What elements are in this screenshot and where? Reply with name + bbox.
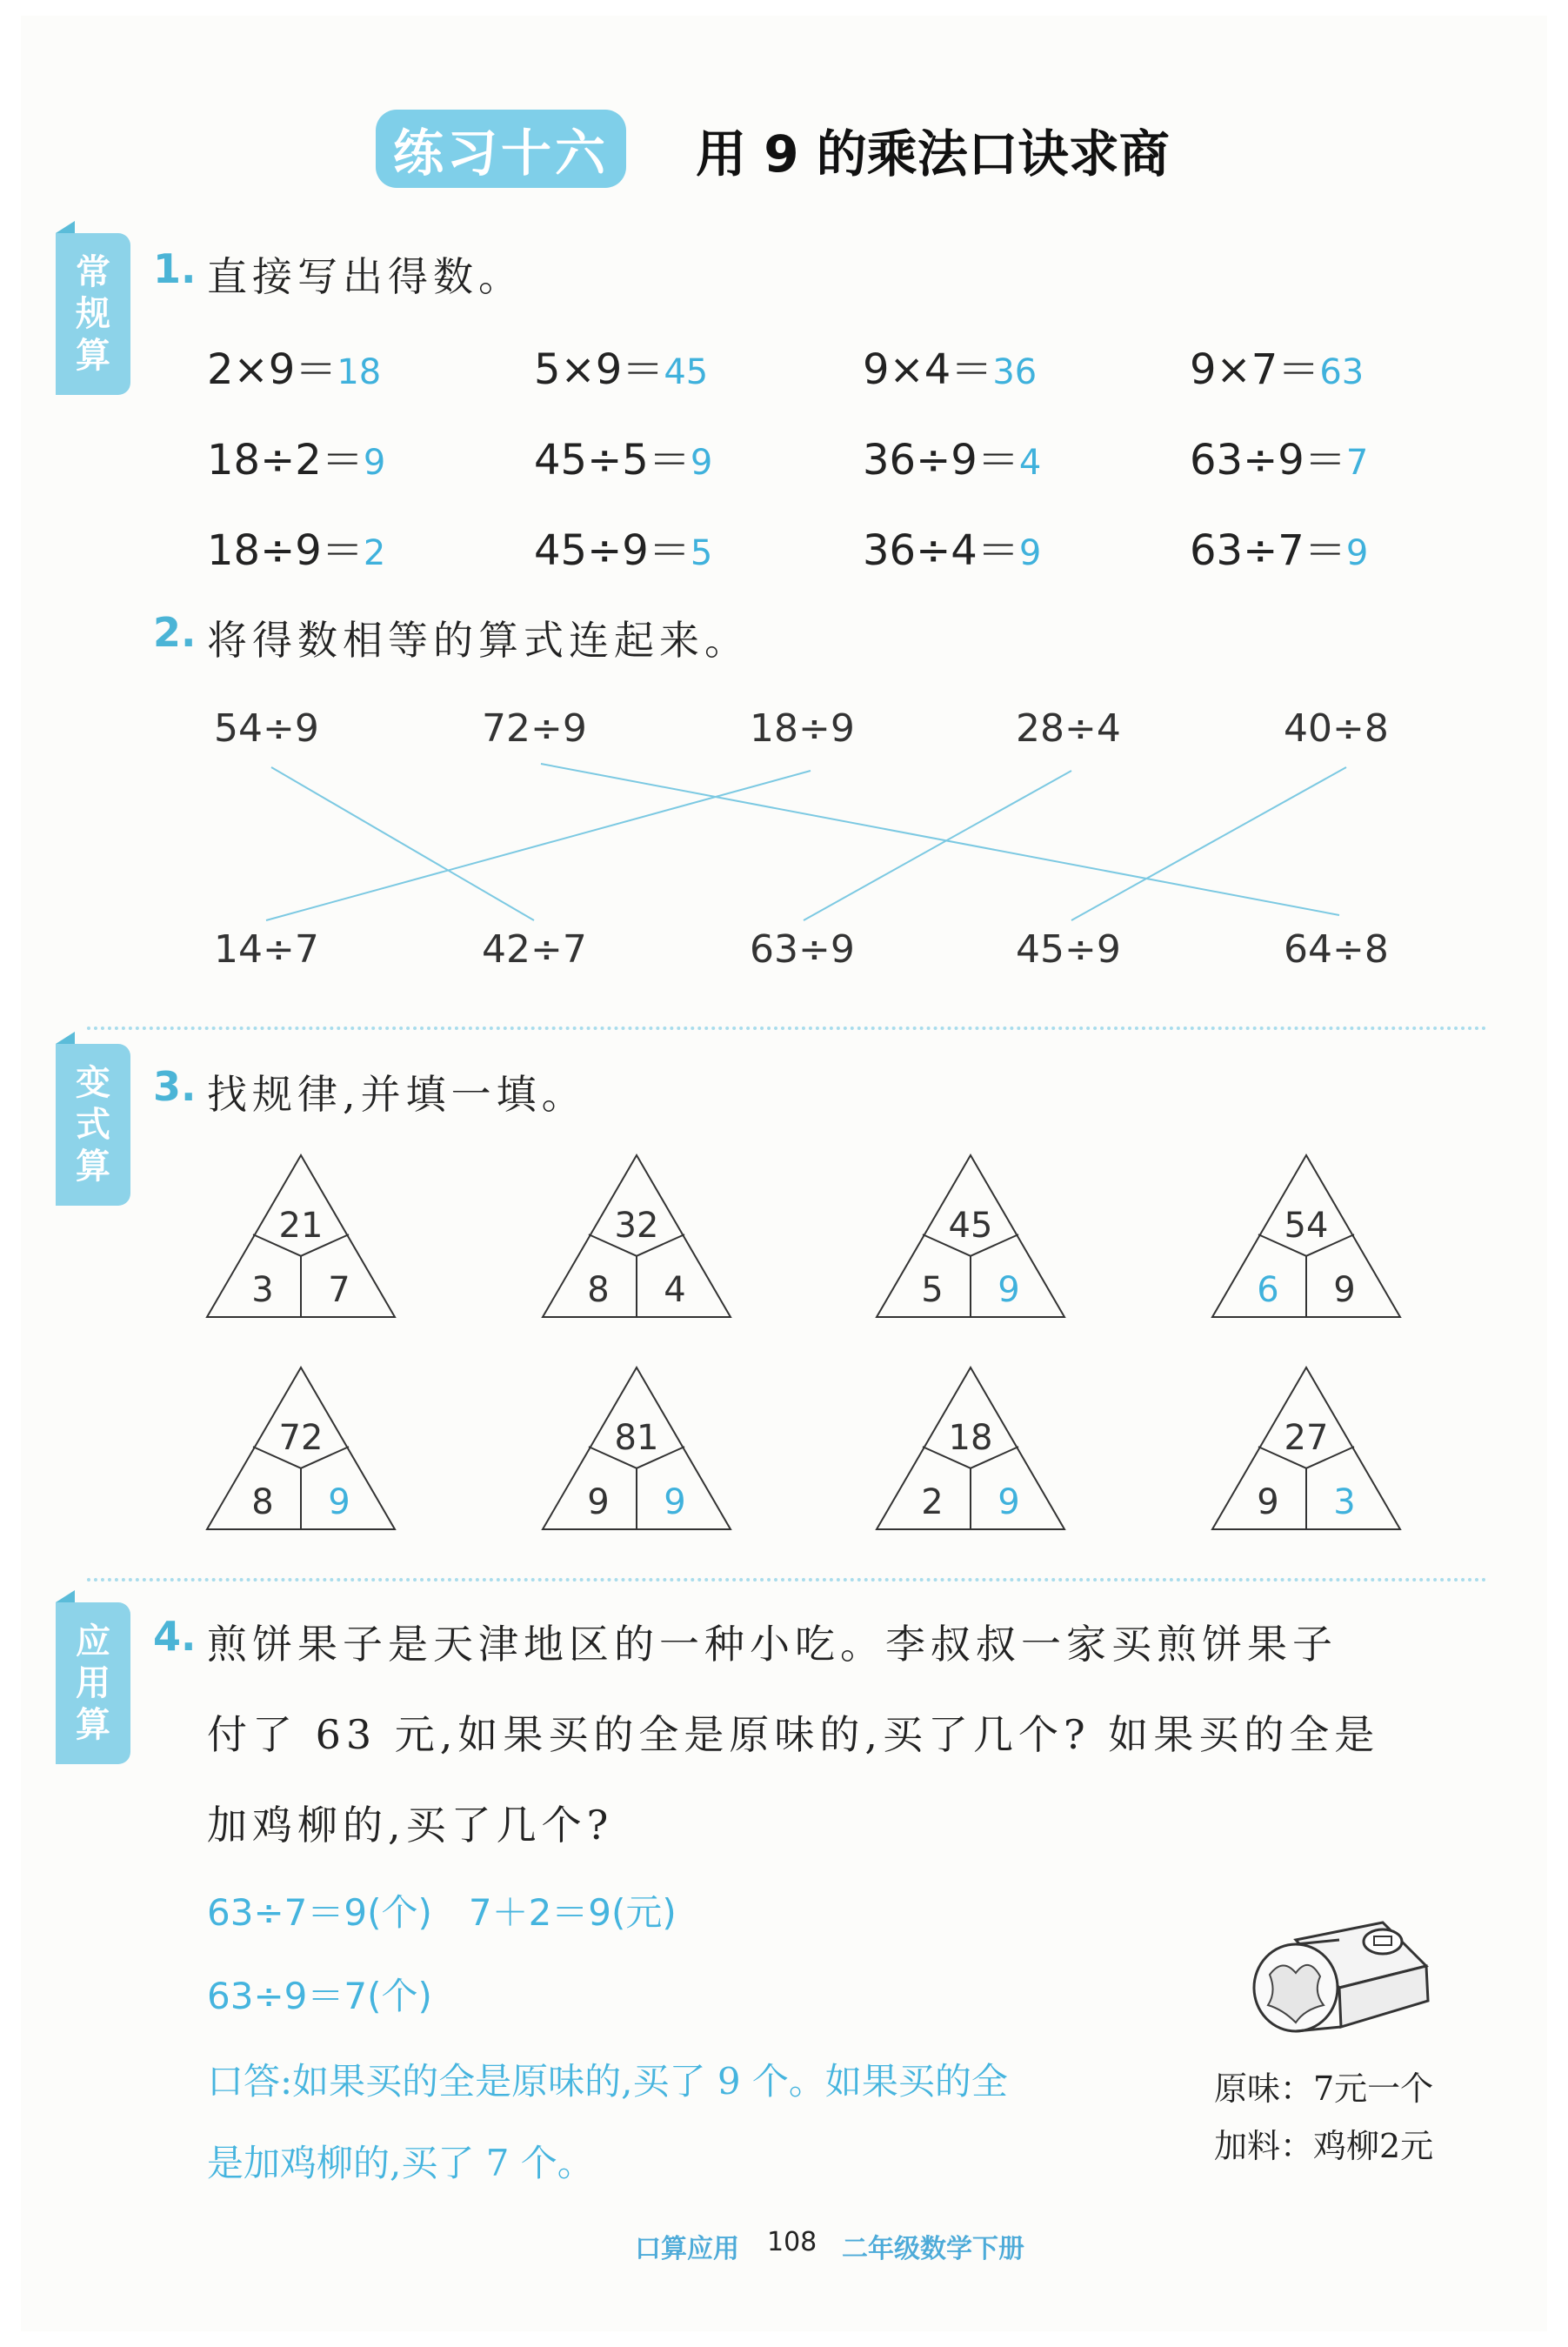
q2-number: 2.: [153, 609, 197, 656]
equation-answer: 9: [690, 443, 713, 483]
triangle-top-number: 54: [1284, 1206, 1329, 1246]
footer-book-series: 口算应用: [635, 2234, 739, 2264]
tab-char: 规: [76, 294, 110, 334]
q1-instruction: 直接写出得数。: [207, 253, 524, 300]
equation-expression: 45÷5＝: [534, 436, 691, 485]
match-line: [541, 764, 1339, 915]
q2-top-expression: 28÷4: [1016, 706, 1121, 751]
number-triangle: [875, 1153, 1066, 1319]
section-divider: [87, 1578, 1487, 1581]
q4-text-line: 加鸡柳的,买了几个?: [207, 1802, 614, 1849]
q4-text-line: 煎饼果子是天津地区的一种小吃。李叔叔一家买煎饼果子: [207, 1621, 1338, 1668]
equation-answer: 9: [363, 443, 386, 483]
equation-expression: 9×7＝: [1190, 345, 1320, 394]
match-line: [271, 767, 534, 920]
triangle-left-number: 8: [587, 1270, 610, 1310]
number-triangle: [875, 1366, 1066, 1531]
tab-char: 应: [76, 1622, 110, 1662]
equation-expression: 63÷7＝: [1190, 526, 1346, 575]
q3-instruction: 找规律,并填一填。: [207, 1071, 587, 1118]
equation-expression: 2×9＝: [207, 345, 337, 394]
price-addon: 加料：鸡柳2元: [1214, 2127, 1434, 2165]
triangle-left-number: 2: [921, 1482, 944, 1522]
q4-answer-line: 口答:如果买的全是原味的,买了 9 个。如果买的全: [207, 2060, 1008, 2103]
number-triangle: [541, 1153, 732, 1319]
number-triangle: [541, 1366, 732, 1531]
triangle-left-number: 6: [1257, 1270, 1279, 1310]
tab-char: 算: [76, 1147, 110, 1187]
q3-number: 3.: [153, 1063, 197, 1110]
triangle-top-number: 21: [278, 1206, 324, 1246]
match-line: [804, 771, 1071, 920]
q4-solution-line: 63÷9＝7(个): [207, 1975, 432, 2017]
tab-char: 用: [76, 1663, 110, 1703]
q2-bottom-expression: 42÷7: [482, 927, 587, 972]
triangle-right-number: 9: [998, 1270, 1020, 1310]
equation-expression: 18÷9＝: [207, 526, 364, 575]
equation-answer: 63: [1319, 352, 1364, 392]
triangle-right-number: 7: [328, 1270, 350, 1310]
equation-answer: 45: [664, 352, 709, 392]
triangle-left-number: 3: [251, 1270, 274, 1310]
number-triangle: [1211, 1153, 1402, 1319]
q2-top-expression: 40÷8: [1284, 706, 1389, 751]
q2-top-expression: 54÷9: [214, 706, 319, 751]
q2-instruction: 将得数相等的算式连起来。: [207, 617, 750, 664]
triangle-top-number: 27: [1284, 1418, 1329, 1458]
section-divider: [87, 1026, 1487, 1030]
equation-expression: 5×9＝: [534, 345, 664, 394]
triangle-left-number: 9: [1257, 1482, 1279, 1522]
number-triangle: [205, 1153, 397, 1319]
tab-char: 算: [76, 336, 110, 376]
triangle-right-number: 3: [1333, 1482, 1356, 1522]
tab-char: 算: [76, 1705, 110, 1745]
jianbing-illustration: [1244, 1905, 1444, 2044]
equation-answer: 36: [992, 352, 1038, 392]
triangle-top-number: 18: [948, 1418, 993, 1458]
triangle-left-number: 9: [587, 1482, 610, 1522]
equation-expression: 18÷2＝: [207, 436, 364, 485]
q2-bottom-expression: 64÷8: [1284, 927, 1389, 972]
triangle-right-number: 9: [328, 1482, 350, 1522]
triangle-left-number: 5: [921, 1270, 944, 1310]
exercise-badge: 练习十六: [376, 110, 626, 188]
tab-char: 常: [76, 252, 110, 292]
q4-text-line: 付了 63 元,如果买的全是原味的,买了几个? 如果买的全是: [207, 1711, 1380, 1758]
equation-expression: 9×4＝: [863, 345, 993, 394]
q4-solution-line: 63÷7＝9(个) 7＋2＝9(元): [207, 1891, 677, 1934]
triangle-left-number: 8: [251, 1482, 274, 1522]
tab-char: 式: [76, 1105, 110, 1145]
equation-answer: 4: [1018, 443, 1042, 483]
q2-bottom-expression: 63÷9: [750, 927, 855, 972]
equation-answer: 2: [363, 533, 386, 573]
equation-answer: 5: [690, 533, 713, 573]
equation-answer: 18: [337, 352, 382, 392]
q2-bottom-expression: 45÷9: [1016, 927, 1121, 972]
q1-number: 1.: [153, 245, 197, 292]
page-number: 108: [767, 2227, 817, 2257]
triangle-right-number: 9: [1333, 1270, 1356, 1310]
q4-answer-line: 是加鸡柳的,买了 7 个。: [207, 2142, 594, 2184]
q2-bottom-expression: 14÷7: [214, 927, 319, 972]
price-original: 原味：7元一个: [1214, 2070, 1434, 2108]
triangle-top-number: 32: [614, 1206, 659, 1246]
number-triangle: [205, 1366, 397, 1531]
footer-grade-subject: 二年级数学下册: [842, 2234, 1024, 2264]
q2-top-expression: 18÷9: [750, 706, 855, 751]
triangle-right-number: 9: [998, 1482, 1020, 1522]
triangle-top-number: 81: [614, 1418, 659, 1458]
triangle-right-number: 4: [664, 1270, 686, 1310]
equation-answer: 9: [1345, 533, 1369, 573]
number-triangle: [1211, 1366, 1402, 1531]
page-title: 用 9 的乘法口诀求商: [696, 124, 1170, 184]
triangle-top-number: 72: [278, 1418, 324, 1458]
equation-expression: 36÷9＝: [863, 436, 1019, 485]
match-line: [1071, 767, 1346, 920]
equation-answer: 7: [1345, 443, 1369, 483]
equation-expression: 63÷9＝: [1190, 436, 1346, 485]
tab-char: 变: [76, 1063, 110, 1103]
triangle-top-number: 45: [948, 1206, 993, 1246]
equation-expression: 45÷9＝: [534, 526, 691, 575]
match-line: [266, 771, 811, 920]
triangle-right-number: 9: [664, 1482, 686, 1522]
q4-number: 4.: [153, 1613, 197, 1660]
q2-top-expression: 72÷9: [482, 706, 587, 751]
equation-answer: 9: [1018, 533, 1042, 573]
equation-expression: 36÷4＝: [863, 526, 1019, 575]
